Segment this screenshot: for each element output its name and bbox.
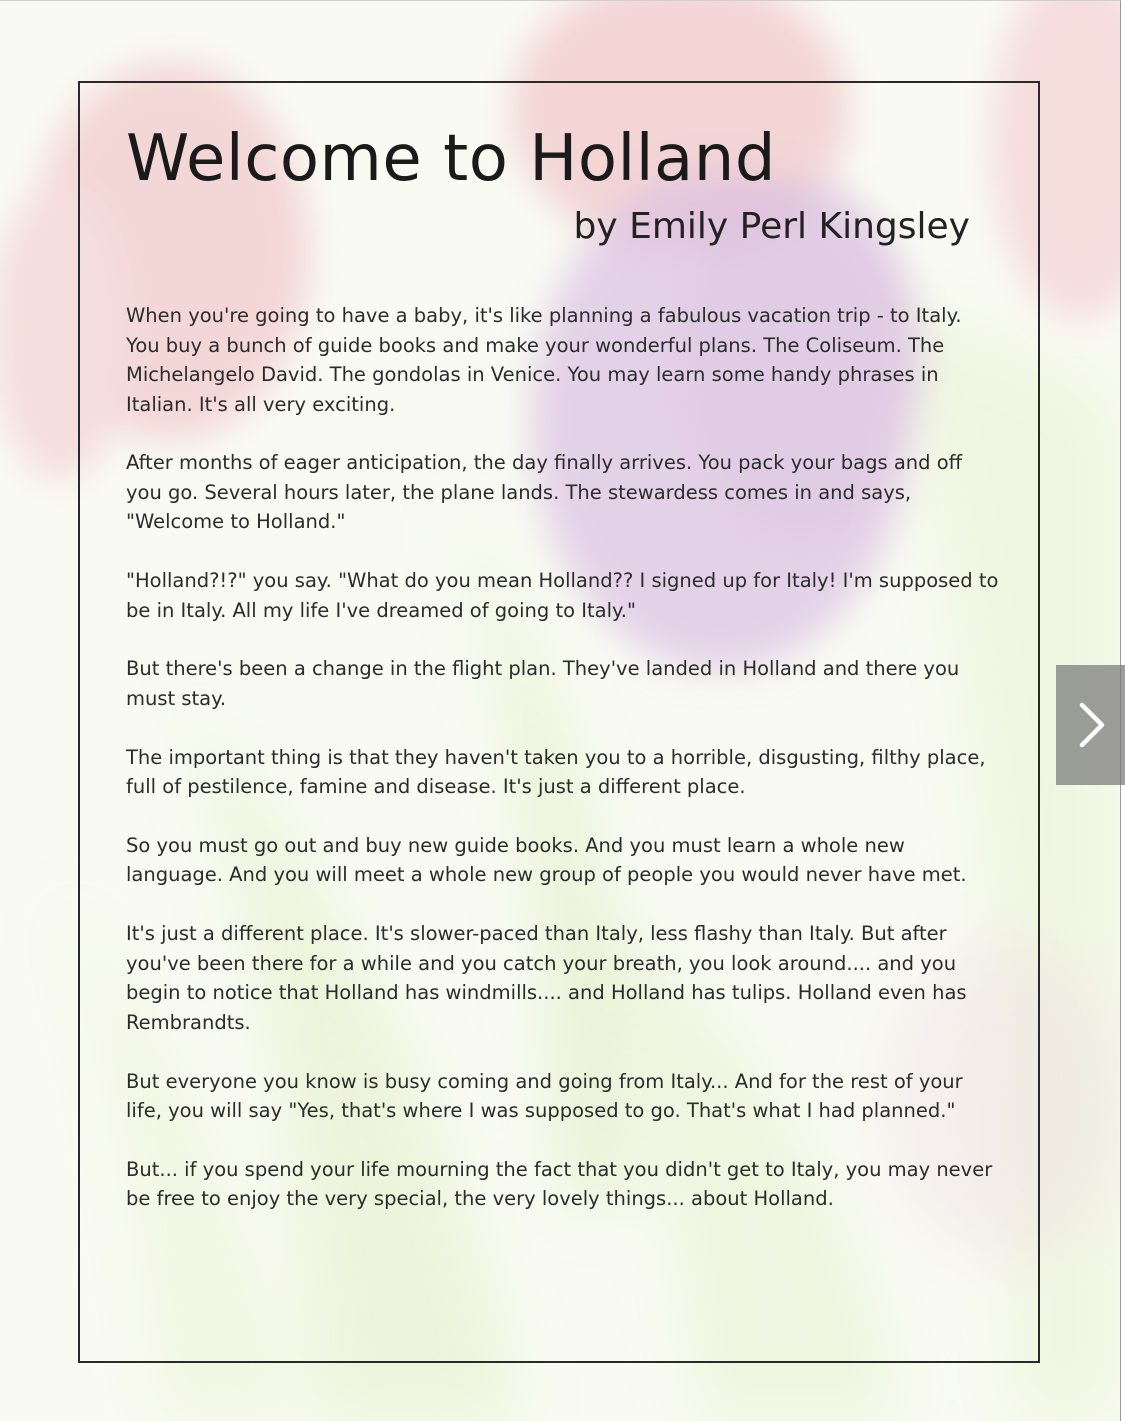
- document-title: Welcome to Holland: [126, 122, 776, 196]
- document-author: by Emily Perl Kingsley: [573, 206, 970, 247]
- paragraph: It's just a different place. It's slower-paced than Italy, less flashy than Italy. But after you've been there for a while and you catch your breath, you look around.... and you begin to notice that Holland has windmills.... and Holland has tulips. Holland even has Rembrandts.: [126, 922, 967, 1034]
- document-body: [126, 301, 1001, 1243]
- paragraph: The important thing is that they haven't taken you to a horrible, disgusting, filthy place, full of pestilence, famine and disease. It's just a different place.: [126, 745, 986, 799]
- next-page-button[interactable]: [1056, 665, 1125, 785]
- paragraph: "Holland?!?" you say. "What do you mean Holland?? I signed up for Italy! I'm supposed to be in Italy. All my life I've dreamed of going to Italy.": [126, 569, 999, 622]
- paragraph: But... if you spend your life mourning the fact that you didn't get to Italy, you may never be free to enjoy the very special, the very lovely things... about Holland.: [126, 1157, 993, 1211]
- paragraph: But everyone you know is busy coming and going from Italy... And for the rest of your life, you will say "Yes, that's where I was supposed to go. That's what I had planned.": [126, 1069, 963, 1123]
- chevron-right-icon: [1074, 699, 1108, 751]
- paragraph: So you must go out and buy new guide books. And you must learn a whole new language. And you will meet a whole new group of people you would never have met.: [126, 833, 967, 887]
- paragraph: When you're going to have a baby, it's like planning a fabulous vacation trip - to Italy. You buy a bunch of guide books and make your wonderful plans. The Coliseum. The Michelangelo David. The gondolas in Venice. You may learn some handy phrases in Italian. It's all very exciting.: [126, 304, 962, 416]
- paragraph: But there's been a change in the flight plan. They've landed in Holland and there you must stay.: [126, 657, 960, 710]
- paragraph: After months of eager anticipation, the day finally arrives. You pack your bags and off you go. Several hours later, the plane lands. The stewardess comes in and says, "Welcome to Holland.": [126, 451, 963, 534]
